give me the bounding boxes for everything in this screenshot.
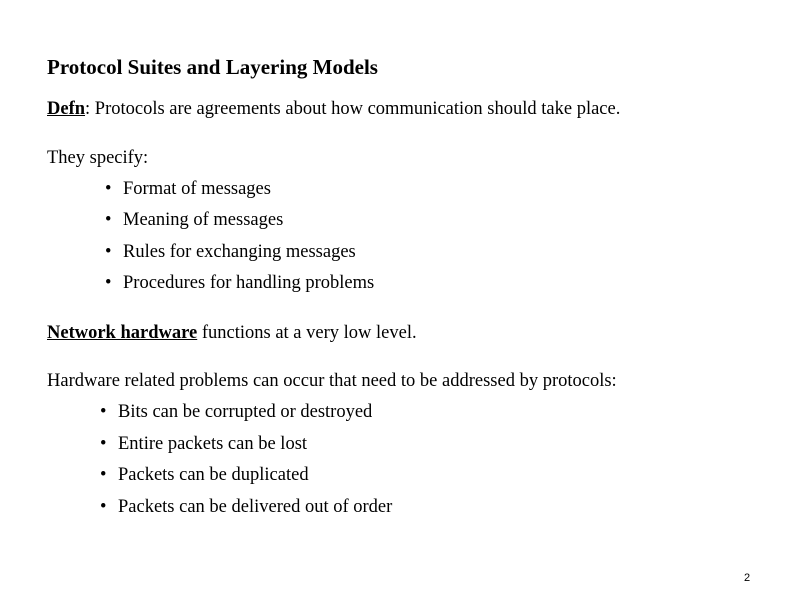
specify-item: Meaning of messages [123,210,284,230]
defn-text: : Protocols are agreements about how communication should take place. [85,99,621,119]
bullet-icon: • [105,179,112,199]
slide-title: Protocol Suites and Layering Models [47,55,378,79]
specify-item: Format of messages [123,179,271,199]
hardware-item: Packets can be duplicated [118,465,309,485]
bullet-icon: • [100,497,107,517]
bullet-icon: • [105,210,112,230]
hardware-item: Packets can be delivered out of order [118,497,393,517]
hardware-item: Entire packets can be lost [118,434,308,454]
page-number: 2 [744,572,751,584]
bullet-icon: • [100,402,107,422]
bullet-icon: • [100,434,107,454]
hardware-intro: Hardware related problems can occur that need to be addressed by protocols: [47,371,617,391]
defn-term: Defn [47,99,86,119]
hardware-item: Bits can be corrupted or destroyed [118,402,373,422]
network-hardware-line [47,322,417,344]
bullet-icon: • [100,465,107,485]
specify-item: Procedures for handling problems [123,273,375,293]
bullet-icon: • [105,242,112,262]
they-specify: They specify: [47,148,149,168]
network-term: Network hardware [47,323,198,343]
definition [47,98,620,120]
network-text: functions at a very low level. [197,323,417,343]
bullet-icon: • [105,273,112,293]
specify-item: Rules for exchanging messages [123,242,356,262]
